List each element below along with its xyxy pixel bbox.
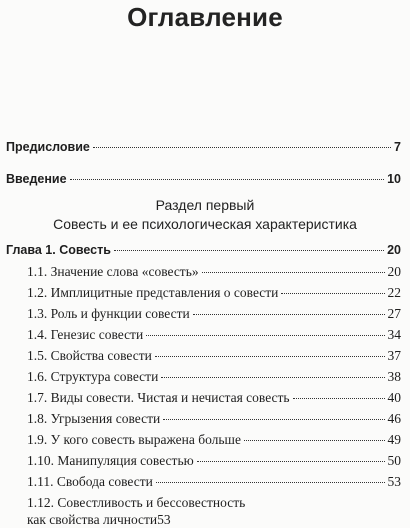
dot-leader [114, 250, 384, 251]
toc-entry-page: 53 [387, 474, 401, 489]
toc-subentry-1-3[interactable] [27, 306, 401, 324]
toc-subentry-1-5[interactable] [27, 348, 401, 366]
toc-entry-page: 37 [387, 348, 401, 363]
dot-leader [93, 147, 391, 148]
toc-entry-page: 34 [387, 327, 401, 342]
toc-entry-label: 1.3. Роль и функции совести [27, 306, 190, 321]
toc-entry-page: 38 [387, 369, 401, 384]
toc-entry-label: 1.7. Виды совести. Чистая и нечистая совесть [27, 390, 290, 405]
toc-entry-page: 20 [387, 243, 401, 257]
dot-leader [202, 272, 385, 273]
toc-entry-label: Глава 1. Совесть [6, 243, 111, 257]
toc-entry-label: Введение [6, 172, 67, 186]
toc-subentry-1-9[interactable] [27, 432, 401, 450]
page-title: Оглавление [127, 2, 283, 32]
toc-entry-page: 7 [394, 140, 401, 154]
toc-entry-page: 40 [387, 390, 401, 405]
toc-entry-page: 49 [387, 432, 401, 447]
dot-leader [197, 461, 385, 462]
dot-leader [293, 398, 385, 399]
toc-entry-label: 1.12. Совестливость и бессовестность [27, 495, 246, 510]
toc-subentry-1-11[interactable] [27, 474, 401, 492]
toc-entry-page: 22 [387, 285, 401, 300]
toc-subentry-1-10[interactable] [27, 453, 401, 471]
toc-subentry-1-4[interactable] [27, 327, 401, 345]
toc-entry-label: Предисловие [6, 140, 90, 154]
toc-subentry-1-7[interactable] [27, 390, 401, 408]
dot-leader [155, 356, 385, 357]
toc-subentry-1-2[interactable] [27, 285, 401, 303]
toc-entry-label: 1.1. Значение слова «совесть» [27, 264, 199, 279]
dot-leader [163, 419, 384, 420]
dot-leader [281, 293, 384, 294]
dot-leader [146, 335, 384, 336]
toc-subentry-1-1[interactable] [27, 264, 401, 282]
toc-entry-page: 50 [387, 453, 401, 468]
toc-entry-label: 1.11. Свобода совести [27, 474, 153, 489]
dot-leader [70, 179, 385, 180]
toc-entry-label: 1.5. Свойства совести [27, 348, 152, 363]
toc-subentry-1-8[interactable] [27, 411, 401, 429]
toc-entry-label: 1.2. Имплицитные представления о совести [27, 285, 279, 300]
toc-entry-label: 1.10. Манипуляция совестью [27, 453, 194, 468]
dot-leader [156, 482, 385, 483]
dot-leader [161, 377, 384, 378]
dot-leader [193, 314, 385, 315]
section-heading [0, 196, 410, 234]
section-title: Совесть и ее психологическая характеристика [53, 216, 357, 232]
toc-entry-page: 10 [387, 172, 401, 186]
toc-entry-page: 27 [387, 306, 401, 321]
toc-entry-chapter-1[interactable] [6, 243, 401, 261]
toc-entry-label-continued: как свойства личности [27, 512, 158, 527]
toc-entry-page: 46 [387, 411, 401, 426]
toc-subentry-1-6[interactable] [27, 369, 401, 387]
section-number: Раздел первый [155, 197, 255, 213]
toc-entry-introduction[interactable] [6, 172, 401, 190]
toc-entry-page: 53 [157, 512, 171, 527]
toc-entry-page: 20 [387, 264, 401, 279]
dot-leader [244, 440, 385, 441]
toc-entry-label: 1.9. У кого совесть выражена больше [27, 432, 241, 447]
toc-subentry-1-12[interactable] [27, 494, 401, 528]
toc-entry-preface[interactable] [6, 140, 401, 158]
toc-entry-label: 1.8. Угрызения совести [27, 411, 161, 426]
toc-entry-label: 1.4. Генезис совести [27, 327, 144, 342]
toc-entry-label: 1.6. Структура совести [27, 369, 159, 384]
